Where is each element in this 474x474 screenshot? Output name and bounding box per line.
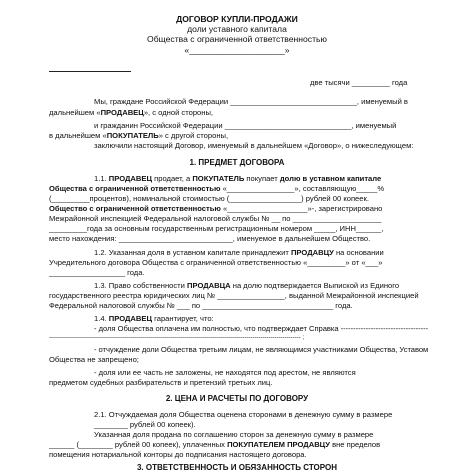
clause-1-4-line-2: - доля Общества оплачена им полностью, что подтверждает Справка ----------------------------------- [94, 324, 429, 333]
clause-2-1-line-1: 2.1. Отчуждаемая доля Общества оценена сторонами в денежную сумму в размере [94, 410, 393, 419]
clause-1-1-line-5: Межрайонной инспекцией Федеральной налоговой службы № __ по _____________________ [49, 214, 382, 223]
clause-1-1-line-1: 1.1. ПРОДАВЕЦ продает, а ПОКУПАТЕЛЬ покупает долю в уставном капитале [94, 174, 382, 183]
section-1-heading: 1. ПРЕДМЕТ ДОГОВОРА [189, 158, 285, 167]
company-type: Общества с ограниченной ответственностью [147, 34, 327, 44]
clause-1-3-line-1: 1.3. Право собственности ПРОДАВЦА на долю подтверждается Выпиской из Единого [94, 281, 400, 290]
clause-1-1-line-6: _________года за основным государственным регистрационным номером _____, ИНН______, [49, 224, 384, 233]
clause-1-4-line-3: ------------------------------------------------------------------------------------------------------------------------------ ; [49, 335, 305, 341]
clause-1-3-line-3: Федеральной налоговой службы № ___ по _______________________________ года. [49, 301, 353, 310]
clause-1-1-line-4: Общество с ограниченной ответственностью «___________________»-, зарегистрировано [49, 204, 383, 213]
clause-1-4-line-6: - доля или ее часть не заложены, не находятся под арестом, не являются [94, 368, 356, 377]
city-blank-line [49, 70, 131, 72]
clause-2-1-line-5: помещения нотариальной конторы до подписания настоящего договора. [49, 450, 307, 459]
intro-line-3: и гражданин Российской Федерации ______________________________, именуемый [94, 121, 397, 130]
clause-1-4-line-7: предметом судебных разбирательств и претензий третьих лиц. [49, 378, 273, 387]
intro-line-4: в дальнейшем «ПОКУПАТЕЛЬ» с другой стороны, [49, 131, 229, 140]
contract-subtitle: доли уставного капитала [187, 24, 287, 34]
section-3-heading: 3. ОТВЕТСТВЕННОСТЬ И ОБЯЗАННОСТЬ СТОРОН [136, 463, 337, 472]
clause-1-2-line-2: Учредительного договора Общества с ограниченной ответственностью «_________» от «___» [49, 258, 383, 267]
clause-1-4-line-1: 1.4. ПРОДАВЕЦ гарантирует, что: [94, 314, 214, 323]
intro-line-5: заключили настоящий Договор, именуемый в дальнейшем «Договор», о нижеследующем: [94, 141, 414, 150]
clause-1-1-line-7: место нахождения: ___________________________, именуемое в дальнейшем Общество. [49, 234, 371, 243]
clause-2-1-line-3: Указанная доля продана по соглашению сторон за денежную сумму в размере [94, 430, 374, 439]
clause-1-1-line-2: Общества с ограниченной ответственностью «________________», составляющую_____% [49, 184, 385, 193]
clause-1-1-line-3: (_________процентов), номинальной стоимостью (_________________) рублей 00 копеек. [49, 194, 369, 203]
clause-1-4-line-4: - отчуждение доли Общества третьим лицам, не являющимся участниками Общества, Уставом [94, 345, 429, 354]
clause-2-1-line-4: ______ (________ рублей 00 копеек), уплаченных ПОКУПАТЕЛЕМ ПРОДАВЦУ вне пределов [49, 440, 381, 449]
clause-2-1-line-2: ________ рублей 00 копеек). [94, 420, 196, 429]
clause-1-3-line-2: государственного реестра юридических лиц № ________________, выданной Межрайонной инспекцией [49, 291, 419, 300]
clause-1-2-line-3: __________________ года. [49, 268, 145, 277]
intro-line-1: Мы, граждане Российской Федерации ______________________________, именуемый в [94, 97, 408, 106]
section-2-heading: 2. ЦЕНА И РАСЧЕТЫ ПО ДОГОВОРУ [165, 394, 309, 403]
contract-title: ДОГОВОР КУПЛИ-ПРОДАЖИ [176, 14, 298, 24]
clause-1-2-line-1: 1.2. Указанная доля в уставном капитале принадлежит ПРОДАВЦУ на основании [94, 248, 384, 257]
intro-line-2: дальнейшем «ПРОДАВЕЦ», с одной стороны, [49, 108, 214, 117]
contract-date: две тысячи _________ года [310, 78, 408, 87]
company-name-blank: «____________________» [184, 45, 290, 55]
clause-1-4-line-5: Общества не запрещено; [49, 355, 139, 364]
